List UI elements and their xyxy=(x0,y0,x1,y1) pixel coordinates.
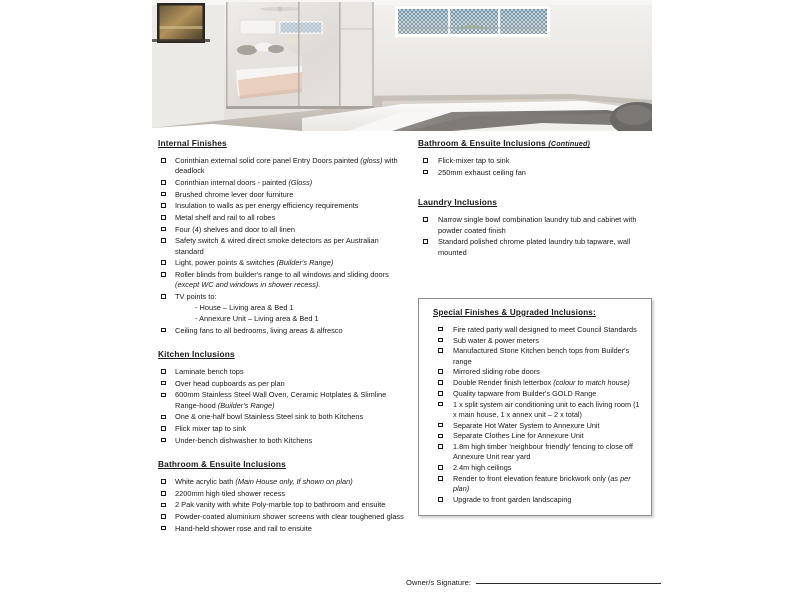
checkbox-icon[interactable] xyxy=(161,369,166,374)
checkbox-icon[interactable] xyxy=(161,491,166,496)
item-text: 1 x split system air conditioning unit to each living room (1 x main house, 1 x annex unit – 2 x total) xyxy=(453,399,640,419)
checkbox-icon[interactable] xyxy=(161,215,166,220)
special-finishes-box xyxy=(418,298,652,516)
list-item[interactable] xyxy=(158,213,406,224)
checkbox-icon[interactable] xyxy=(161,514,166,519)
signature-label: Owner/s Signature: xyxy=(406,578,471,587)
checkbox-icon[interactable] xyxy=(161,180,166,185)
item-text: 1.8m high timber 'neighbour friendly' fencing to close off Annexure Unit rear yard xyxy=(453,442,633,462)
checkbox-icon[interactable] xyxy=(161,426,166,431)
item-text: 2 Pak vanity with white Poly-marble top to bathroom and ensuite xyxy=(175,500,386,510)
checkbox-icon[interactable] xyxy=(161,415,166,420)
item-text: Roller blinds from builder's range to all windows and sliding doors xyxy=(175,269,389,279)
item-text: Powder-coated aluminium shower screens with clear toughened glass xyxy=(175,511,404,521)
mirrored-sliding-robe xyxy=(226,2,374,109)
list-item[interactable] xyxy=(431,346,643,366)
owner-signature-block xyxy=(406,578,661,587)
list-item[interactable] xyxy=(158,156,406,177)
item-text: Separate Clothes Line for Annexure Unit xyxy=(453,431,584,441)
checkbox-icon[interactable] xyxy=(438,497,443,502)
list-item[interactable] xyxy=(431,336,643,346)
checkbox-icon[interactable] xyxy=(161,238,166,243)
checkbox-icon[interactable] xyxy=(161,328,166,333)
bedroom-interior-illustration xyxy=(152,0,652,131)
list-item[interactable] xyxy=(418,237,658,258)
item-text: Brushed chrome lever door furniture xyxy=(175,189,294,199)
list-item[interactable] xyxy=(158,524,406,535)
section-heading-internal-finishes: Internal Finishes xyxy=(158,138,227,148)
checkbox-icon[interactable] xyxy=(161,503,166,508)
item-text: Light, power points & switches xyxy=(175,258,277,268)
list-item[interactable] xyxy=(158,270,406,291)
checklist-laundry-inclusions xyxy=(418,215,658,258)
item-text: Insulation to walls as per energy efficiency requirements xyxy=(175,201,359,211)
checklist-bathroom-ensuite-continued xyxy=(418,156,658,178)
item-text: 250mm exhaust ceiling fan xyxy=(438,167,526,177)
checkbox-icon[interactable] xyxy=(161,479,166,484)
item-text: Mirrored sliding robe doors xyxy=(453,367,540,377)
item-text: 600mm Stainless Steel Wall Oven, Ceramic Hotplates & Slimline Range-hood xyxy=(175,390,387,410)
checkbox-icon[interactable] xyxy=(161,294,166,299)
section-heading-bathroom-ensuite-inclusions: Bathroom & Ensuite Inclusions xyxy=(158,459,286,470)
section-bathroom-ensuite-inclusions xyxy=(158,460,406,534)
item-text: Fire rated party wall designed to meet Council Standards xyxy=(453,324,637,334)
special-finishes-heading: Special Finishes & Upgraded Inclusions: xyxy=(433,308,596,317)
section-heading-kitchen-inclusions: Kitchen Inclusions xyxy=(158,349,235,360)
section-internal-finishes xyxy=(158,139,406,336)
item-text: Flick mixer tap to sink xyxy=(175,424,247,434)
item-text: One & one-half bowl Stainless Steel sink to both Kitchens xyxy=(175,412,364,422)
list-item[interactable] xyxy=(431,474,643,494)
item-text: Manufactured Stone Kitchen bench tops from Builder's range xyxy=(453,346,630,366)
item-emphasis: (Main House only, If shown on plan) xyxy=(235,477,353,487)
list-item[interactable] xyxy=(418,156,658,167)
checkbox-icon[interactable] xyxy=(423,158,428,163)
checkbox-icon[interactable] xyxy=(161,260,166,265)
list-item[interactable] xyxy=(158,190,406,201)
item-text: Double Render finish letterbox xyxy=(453,378,554,388)
item-emphasis: (Gloss) xyxy=(288,178,313,188)
checkbox-icon[interactable] xyxy=(438,465,443,470)
list-item[interactable] xyxy=(431,389,643,399)
item-text: Safety switch & wired direct smoke detectors as per Australian standard xyxy=(175,236,379,256)
list-item[interactable] xyxy=(431,421,643,431)
list-item[interactable] xyxy=(158,436,406,447)
list-item[interactable] xyxy=(158,367,406,378)
checkbox-icon[interactable] xyxy=(161,203,166,208)
list-item[interactable] xyxy=(431,431,643,441)
list-item[interactable] xyxy=(158,292,406,325)
sub-item-house: - House – Living area & Bed 1 xyxy=(195,303,294,312)
checkbox-icon[interactable] xyxy=(161,158,166,163)
list-item[interactable] xyxy=(158,424,406,435)
sub-item-annexure: - Annexure Unit – Living area & Bed 1 xyxy=(195,314,319,324)
list-item[interactable] xyxy=(158,390,406,411)
item-emphasis: as per plan) xyxy=(453,474,631,494)
list-item[interactable] xyxy=(158,379,406,390)
heading-continued-suffix: (Continued) xyxy=(548,140,591,148)
list-item[interactable] xyxy=(158,489,406,500)
list-item[interactable] xyxy=(158,477,406,488)
item-text: Hand-held shower rose and rail to ensuite xyxy=(175,523,312,533)
list-item[interactable] xyxy=(158,201,406,212)
item-text: Separate Hot Water System to Annexure Unit xyxy=(453,420,600,430)
item-text: Narrow single bowl combination laundry tub and cabinet with powder coated finish xyxy=(438,215,637,235)
item-text: Corinthian external solid core panel Entry Doors painted xyxy=(175,155,361,165)
checkbox-icon[interactable] xyxy=(438,423,443,428)
checkbox-icon[interactable] xyxy=(438,338,443,343)
checklist-internal-finishes xyxy=(158,156,406,336)
item-text: 2200mm high tiled shower recess xyxy=(175,488,286,498)
signature-line[interactable] xyxy=(476,582,661,584)
list-item[interactable] xyxy=(158,258,406,269)
item-text: Sub water & power meters xyxy=(453,335,539,345)
checkbox-icon[interactable] xyxy=(423,217,428,222)
list-item[interactable] xyxy=(431,367,643,377)
item-text: Four (4) shelves and door to all linen xyxy=(175,224,295,234)
checkbox-icon[interactable] xyxy=(161,381,166,386)
item-text: Upgrade to front garden landscaping xyxy=(453,495,572,505)
list-item[interactable] xyxy=(158,178,406,189)
item-emphasis: (except WC and windows in shower recess). xyxy=(175,280,321,290)
section-kitchen-inclusions xyxy=(158,350,406,446)
item-emphasis: (gloss) xyxy=(360,155,383,165)
list-item[interactable] xyxy=(431,400,643,420)
checkbox-icon[interactable] xyxy=(438,434,443,439)
list-item[interactable] xyxy=(418,215,658,236)
section-heading-bathroom-ensuite-continued xyxy=(418,139,658,149)
item-text: Laminate bench tops xyxy=(175,367,244,377)
checkbox-icon[interactable] xyxy=(438,380,443,385)
item-text: Quality tapware from Builder's GOLD Range xyxy=(453,388,597,398)
item-text: White acrylic bath xyxy=(175,477,236,487)
list-item[interactable] xyxy=(431,325,643,335)
section-heading-laundry-inclusions: Laundry Inclusions xyxy=(418,197,498,208)
checkbox-icon[interactable] xyxy=(438,369,443,374)
list-item[interactable] xyxy=(431,378,643,388)
item-text: Ceiling fans to all bedrooms, living areas & alfresco xyxy=(175,325,343,335)
item-text: Metal shelf and rail to all robes xyxy=(175,212,276,222)
checkbox-icon[interactable] xyxy=(161,227,166,232)
list-item[interactable] xyxy=(158,512,406,523)
right-column xyxy=(418,139,658,272)
list-item[interactable] xyxy=(431,463,643,473)
list-item[interactable] xyxy=(158,326,406,337)
checkbox-icon[interactable] xyxy=(438,402,443,407)
item-emphasis: (Builder's Range) xyxy=(276,258,334,268)
checklist-special-finishes xyxy=(431,325,643,506)
heading-text: Bathroom & Ensuite Inclusions xyxy=(418,138,546,148)
hero-bedroom-photo xyxy=(152,0,652,131)
item-text: TV points to: xyxy=(175,291,217,301)
list-item[interactable] xyxy=(158,236,406,257)
checklist-kitchen-inclusions xyxy=(158,367,406,446)
item-emphasis: (colour to match house) xyxy=(553,378,630,388)
checklist-bathroom-ensuite-inclusions xyxy=(158,477,406,534)
item-text: Flick-mixer tap to sink xyxy=(438,155,510,165)
list-item[interactable] xyxy=(431,495,643,505)
checkbox-icon[interactable] xyxy=(161,393,166,398)
checkbox-icon[interactable] xyxy=(438,391,443,396)
item-text: Standard polished chrome plated laundry tub tapware, wall mounted xyxy=(438,237,631,257)
item-text: Over head cupboards as per plan xyxy=(175,378,285,388)
checkbox-icon[interactable] xyxy=(161,438,166,443)
list-item[interactable] xyxy=(158,412,406,423)
section-laundry-inclusions xyxy=(418,198,658,258)
item-text: Render to front elevation feature brickwork only ( xyxy=(453,474,611,484)
checkbox-icon[interactable] xyxy=(423,239,428,244)
list-item[interactable] xyxy=(418,168,658,179)
checkbox-icon[interactable] xyxy=(438,476,443,481)
checkbox-icon[interactable] xyxy=(438,444,443,449)
item-text: Under-bench dishwasher to both Kitchens xyxy=(175,435,313,445)
checkbox-icon[interactable] xyxy=(423,170,428,175)
section-bathroom-ensuite-continued xyxy=(418,139,658,178)
checkbox-icon[interactable] xyxy=(438,348,443,353)
checkbox-icon[interactable] xyxy=(161,192,166,197)
checkbox-icon[interactable] xyxy=(161,526,166,531)
item-emphasis: (Builder's Range) xyxy=(217,400,275,410)
list-item[interactable] xyxy=(431,442,643,462)
left-column xyxy=(158,139,406,548)
list-item[interactable] xyxy=(158,500,406,511)
checkbox-icon[interactable] xyxy=(161,272,166,277)
item-text: Corinthian internal doors - painted xyxy=(175,178,289,188)
item-text: 2.4m high ceilings xyxy=(453,463,512,473)
list-item[interactable] xyxy=(158,225,406,236)
security-screen-window xyxy=(395,6,550,37)
checkbox-icon[interactable] xyxy=(438,327,443,332)
item-text-after: with deadlock xyxy=(175,155,398,176)
framed-artwork xyxy=(157,3,205,43)
